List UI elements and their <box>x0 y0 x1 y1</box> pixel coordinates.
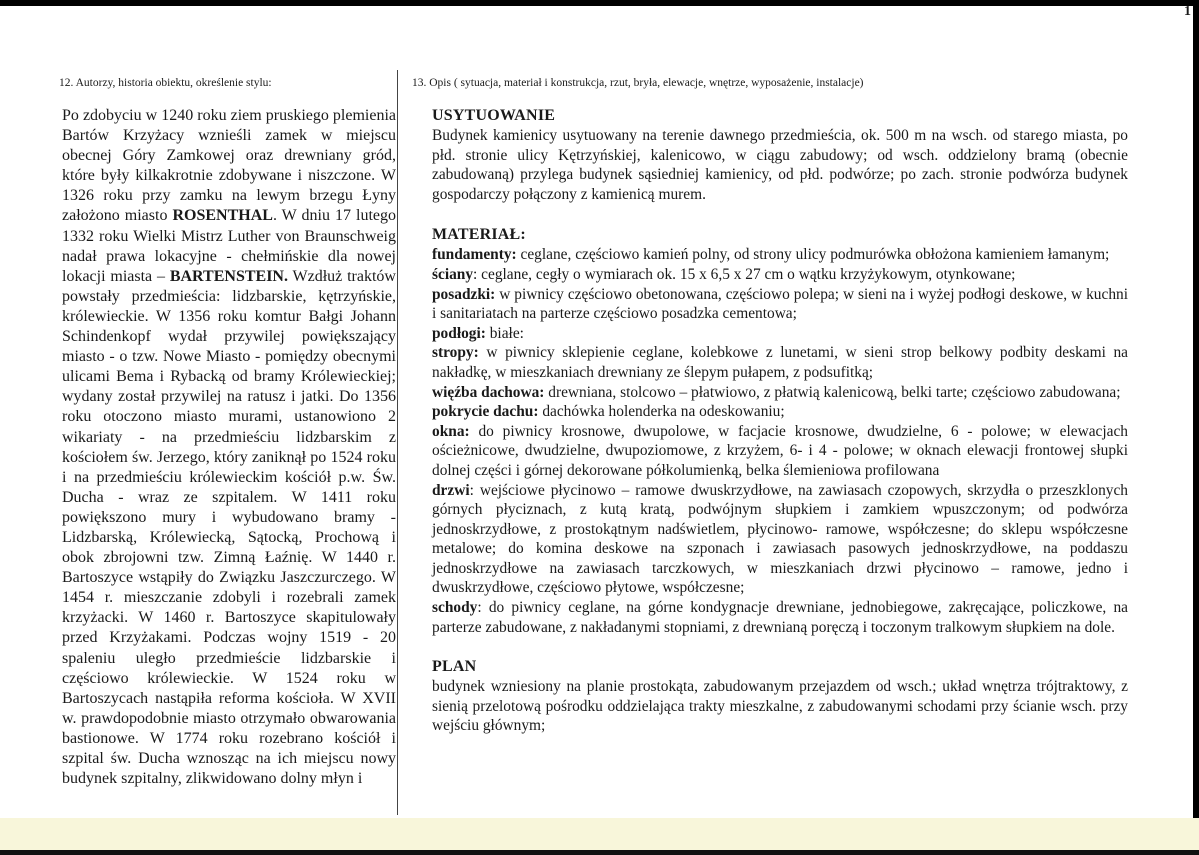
history-part-2: . W dniu 17 lutego 1332 roku Wielki Mistrz Luther von Braunschweig nadał prawa lokacyjne - chełmińskie dla nowej lokacji miasta – <box>62 207 396 285</box>
material-item <box>432 481 1128 599</box>
material-heading: MATERIAŁ: <box>432 226 526 244</box>
scan-right-border <box>1193 0 1199 855</box>
history-bold-bartenstein: BARTENSTEIN. <box>169 267 288 285</box>
material-value: do piwnicy krosnowe, dwupolowe, w facjacie krosnowe, dwudzielne, 6 - polowe; w elewacjach ościeżnicowe, dwudzielne, dwupoziomowe, z krzyżem, 6- i 4 - polowe; w oknach elewacji frontowej słupki dolnej części i górnej dekorowane półkolumienką, belka ślemieniowa profilowana <box>432 422 1128 479</box>
material-item <box>432 265 1128 285</box>
scan-top-border <box>0 0 1199 6</box>
description-body <box>432 106 1128 736</box>
material-value: w piwnicy sklepienie ceglane, kolebkowe z lunetami, w sieni strop belkowy podbity deskami na nakładkę, w mieszkaniach drewniany ze ślepym pułapem, z podsufitką; <box>432 344 1128 381</box>
material-value: ceglane, częściowo kamień polny, od strony ulicy podmurówka obłożona kamieniem łamanym; <box>516 246 1110 264</box>
material-value: w piwnicy częściowo obetonowana, częściowo polepa; w sieni na i wyżej podłogi deskowe, w kuchni i sanitariatach na parterze częściowo posadzka cementowa; <box>432 285 1128 323</box>
material-label: ściany <box>432 265 474 283</box>
history-part-3: Wzdłuż traktów powstały przedmieścia: lidzbarskie, kętrzyńskie, królewieckie. W 1356 roku komtur Bałgi Johann Schindenkopf wydał przywilej powiększający miasto - o tzw. Nowe Miasto - pomiędzy obecnymi ulicami Bema i Rybacką od bramy Królewieckiej; wydany został przywilej na ratusz i jatki. Do 1356 roku otoczono miasto murami, ustanowiono 2 wikariaty - na przedmieściu lidzbarskim z kościołem św. Jerzego, który zaniknął po 1524 roku i na przedmieściu królewieckim kościół p.w. Św. Ducha - wraz ze szpitalem. W 1411 roku powiększono mury i wybudowano bramy - Lidzbarską, Królewiecką, Sątocką, Prochową i obok zbrojowni tzw. Zimną Łaźnię. W 1440 r. Bartoszyce wstąpiły do Związku Jaszczurczego. W 1454 r. mieszczanie zdobyli i rozebrali zamek krzyżacki. W 1460 r. Bartoszyce skapitulowały przed Krzyżakami. Podczas wojny 1519 - 20 spaleniu uległo przedmieście lidzbarskie i częściowo królewieckie. W 1524 roku w Bartoszycach nastąpiła reforma kościoła. W XVII w. prawdopodobnie miasto otrzymało obwarowania bastionowe. W 1774 roku rozebrano kościół i szpital św. Ducha wznosząc na ich miejscu nowy budynek szpitalny, zlikwidowano dolny młyn i <box>62 267 396 788</box>
material-label: schody <box>432 599 478 617</box>
plan-heading: PLAN <box>432 658 477 676</box>
column-divider <box>397 70 398 815</box>
material-label: stropy: <box>432 344 479 362</box>
material-item <box>432 285 1128 324</box>
material-label: drzwi <box>432 481 470 499</box>
description-section-header: 13. Opis ( sytuacja, materiał i konstrukcja, rzut, bryła, elewacje, wnętrze, wyposażenie, instalacje) <box>412 77 864 89</box>
history-section-header: 12. Autorzy, historia obiektu, określenie stylu: <box>59 77 272 89</box>
history-column <box>59 74 396 789</box>
material-value: : do piwnicy ceglane, na górne kondygnacje drewniane, jednobiegowe, zakręcające, policzkowe, na parterze zabudowane, z nakładanymi stopniami, z drewnianą poręczą i toczonym tralkowym słupkiem na dole. <box>432 599 1128 636</box>
page-corner-mark: 1 <box>1184 4 1191 19</box>
material-label: pokrycie dachu: <box>432 403 539 421</box>
material-item <box>432 402 1128 422</box>
material-label: posadzki: <box>432 285 496 303</box>
material-label: fundamenty: <box>432 246 517 264</box>
material-value: : wejściowe płycinowo – ramowe dwuskrzydłowe, na zawiasach czopowych, skrzydła o przeszklonych górnych płyciznach, z kutą kratą, podwójnym słupkiem i zamkiem wpuszczonym; od podwórza jednoskrzydłowe, z prostokątnym nadświetlem, płycinowo- ramowe, współczesne; do sklepu współczesne metalowe; do komina deskowe na szponach i zawiasach pasowych jednoskrzydłowe, na poddaszu jednoskrzydłowe na zawiasach tarczkowych, w mieszkaniach drzwi płycinowo – ramowe, jedno i dwuskrzydłowe, częściowo płytowe, współczesne; <box>432 481 1128 597</box>
material-item <box>432 245 1128 265</box>
material-item <box>432 343 1128 382</box>
material-item <box>432 324 1128 344</box>
history-bold-rosenthal: ROSENTHAL <box>172 207 273 225</box>
material-value: białe: <box>485 324 524 342</box>
scan-bottom-border <box>0 850 1199 855</box>
description-column <box>412 74 1128 736</box>
plan-text: budynek wzniesiony na planie prostokąta, zabudowanym przejazdem od wsch.; układ wnętrza trójtraktowy, z sienią przelotową pośrodku oddzielająca trakty mieszkalne, z zabudowanymi schodami przy ścianie wsch. przy wejściu głównym; <box>432 678 1128 735</box>
material-label: podłogi: <box>432 324 486 342</box>
usytuowanie-text: Budynek kamienicy usytuowany na terenie dawnego przedmieścia, ok. 500 m na wsch. od starego miasta, po płd. stronie ulicy Kętrzyńskiej, kalenicowo, w ciągu zabudowy; od wsch. oddzielony bramą (obecnie zabudowaną) przylega budynek sąsiedniej kamienicy, od płd. podwórze; po zach. stronie podwórza budynek gospodarczy połączony z kamienicą murem. <box>432 127 1128 203</box>
material-label: okna: <box>432 422 470 440</box>
history-text <box>62 106 396 789</box>
material-value: : ceglane, cegły o wymiarach ok. 15 x 6,5 x 27 cm o wątku krzyżykowym, otynkowane; <box>473 265 1016 283</box>
material-item <box>432 598 1128 637</box>
material-label: więźba dachowa: <box>432 383 545 401</box>
material-value: dachówka holenderka na odeskowaniu; <box>538 403 785 421</box>
material-value: drewniana, stolcowo – płatwiowo, z płatwią kalenicową, belki tarte; częściowo zabudowana; <box>544 383 1121 401</box>
usytuowanie-heading: USYTUOWANIE <box>432 107 556 124</box>
material-item <box>432 422 1128 481</box>
material-item <box>432 383 1128 403</box>
history-part-1: Po zdobyciu w 1240 roku ziem pruskiego plemienia Bartów Krzyżacy wznieśli zamek w miejscu obecnej Góry Zamkowej oraz drewniany gród, które były kilkakrotnie zdobywane i niszczone. W 1326 roku przy zamku na lewym brzegu Łyny założono miasto <box>62 107 396 225</box>
